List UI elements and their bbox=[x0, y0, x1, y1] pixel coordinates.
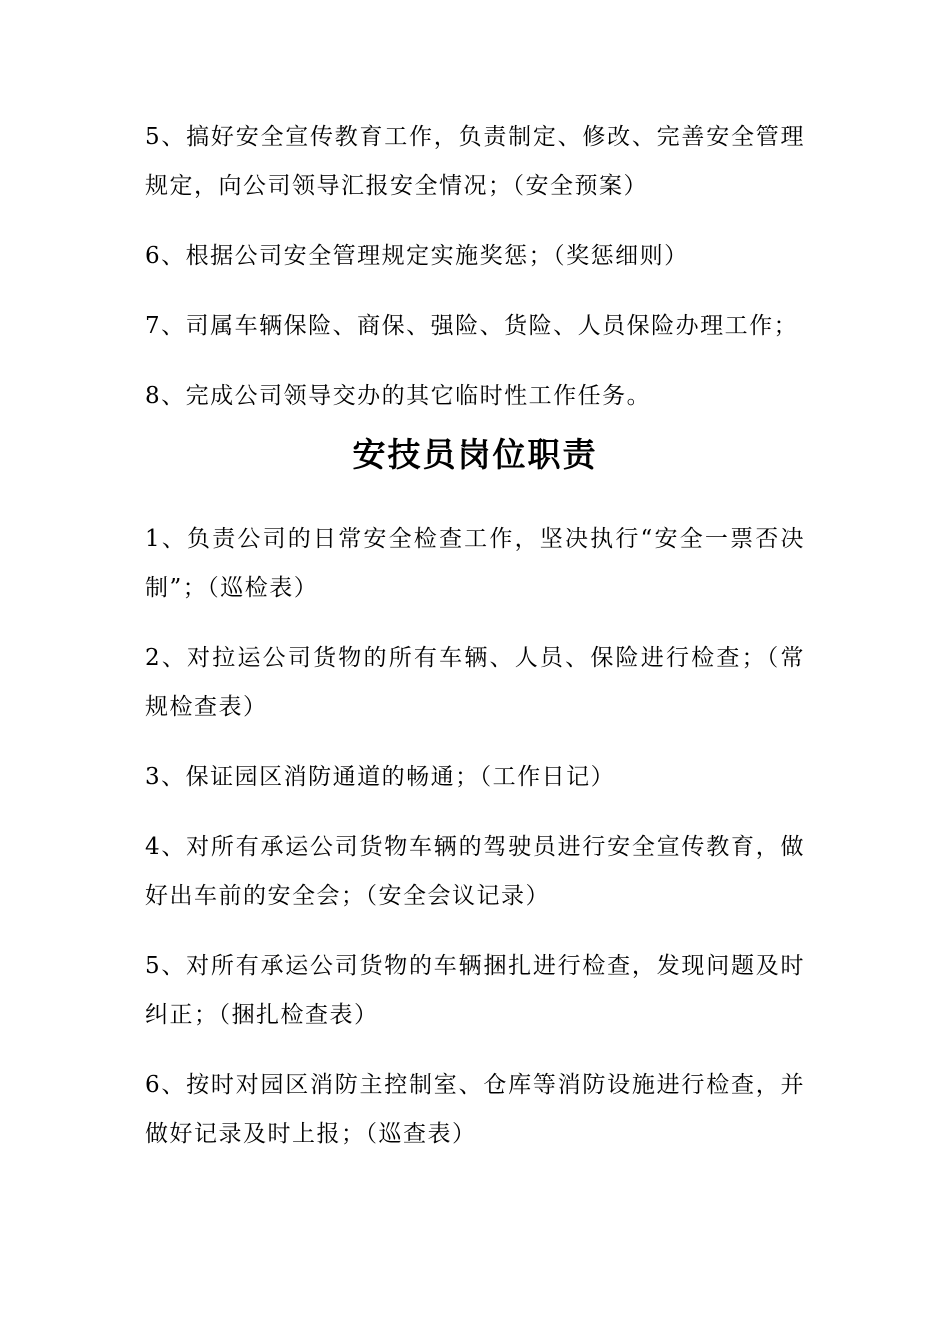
duty-item: 5、对所有承运公司货物的车辆捆扎进行检查，发现问题及时纠正；（捆扎检查表） bbox=[145, 953, 805, 1028]
duty-item: 7、司属车辆保险、商保、强险、货险、人员保险办理工作； bbox=[145, 313, 799, 339]
duty-item: 4、对所有承运公司货物车辆的驾驶员进行安全宣传教育，做好出车前的安全会；（安全会议记录） bbox=[145, 834, 805, 909]
duty-item: 5、搞好安全宣传教育工作，负责制定、修改、完善安全管理规定，向公司领导汇报安全情况；（安全预案） bbox=[145, 124, 805, 199]
duty-item: 6、根据公司安全管理规定实施奖惩；（奖惩细则） bbox=[145, 243, 689, 269]
section-title: 安技员岗位职责 bbox=[352, 435, 598, 474]
duty-item: 2、对拉运公司货物的所有车辆、人员、保险进行检查；（常规检查表） bbox=[145, 645, 805, 720]
duty-item: 1、负责公司的日常安全检查工作，坚决执行“安全一票否决制”；（巡检表） bbox=[145, 526, 805, 601]
duty-item: 6、按时对园区消防主控制室、仓库等消防设施进行检查，并做好记录及时上报；（巡查表） bbox=[145, 1072, 805, 1147]
duty-item: 3、保证园区消防通道的畅通；（工作日记） bbox=[145, 764, 616, 790]
document-content bbox=[145, 113, 805, 1180]
duty-item: 8、完成公司领导交办的其它临时性工作任务。 bbox=[145, 383, 652, 409]
